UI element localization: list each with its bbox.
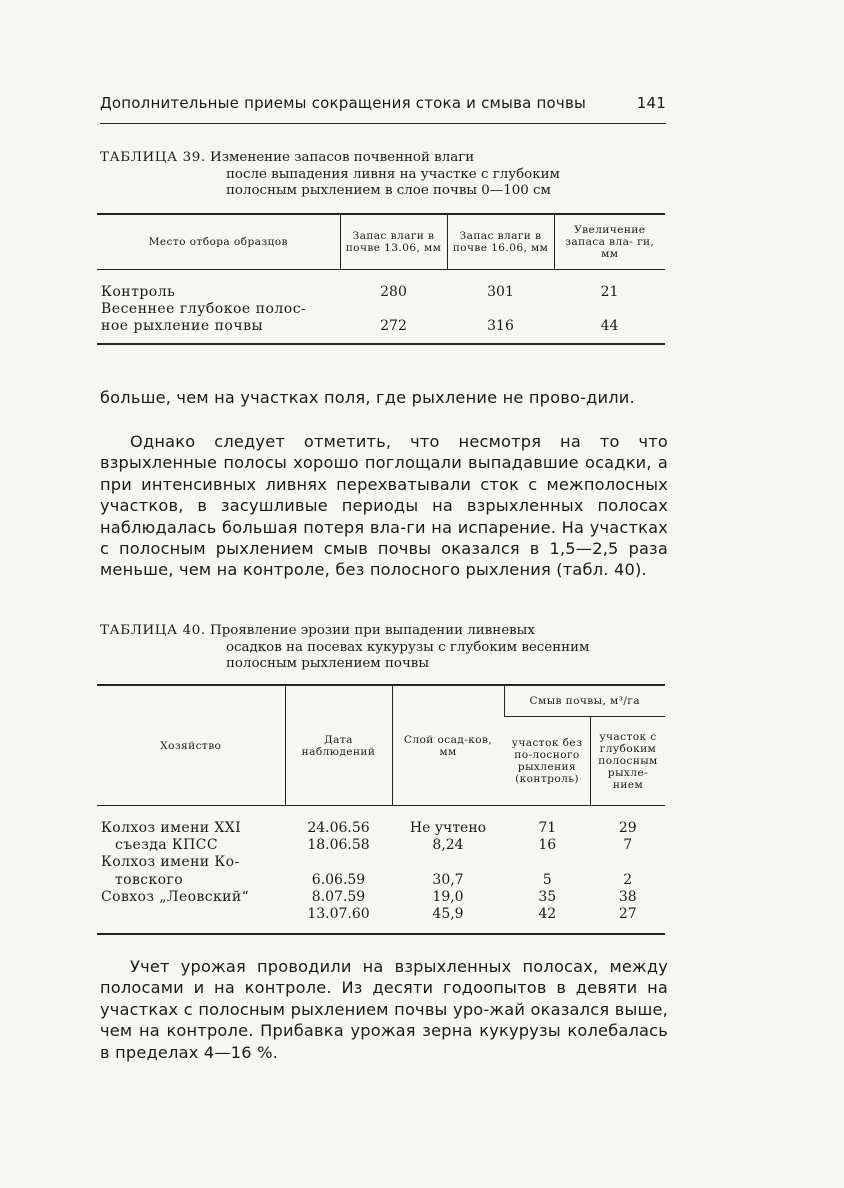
caption-line: после выпадения ливня на участке с глубоким: [226, 166, 560, 182]
header-cell-moisture-1606: Запас влаги в почве 16.06, мм: [447, 214, 554, 270]
header-cell-increase: Увеличение запаса вла- ги, мм: [554, 214, 665, 270]
control-value: 42: [538, 906, 557, 923]
header-cell-deep-loosening: участок с глубоким полосным рыхле-нием: [591, 717, 666, 806]
value-cell: 301: [487, 284, 514, 300]
value-cell: 316: [447, 301, 554, 344]
header-cell-precip: Слой осад-ков, мм: [392, 685, 504, 806]
table-40: [97, 684, 665, 935]
header-cell-farm: Хозяйство: [97, 685, 285, 806]
control-value: 35: [538, 888, 557, 905]
caption-line: полосным рыхлением в слое почвы 0—100 см: [226, 183, 551, 199]
paragraph: Учет урожая проводили на взрыхленных полосах, между полосами и на контроле. Из десяти годоопытов в девяти на участках с полосным рыхлением почвы уро-жай оказался выше, чем на контроле. Прибавка урожая зерна кукурузы колебалась в пределах 4—16 %.: [100, 957, 668, 1062]
value-cell: 21: [600, 284, 619, 300]
value-cell: 280: [380, 284, 407, 300]
header-cell-soil-loss: Смыв почвы, м³/га: [504, 685, 665, 717]
farm-line: [101, 906, 281, 923]
caption-line: полосным рыхлением почвы: [226, 656, 430, 672]
table-40-caption: [100, 623, 670, 673]
farm-line: товского: [115, 871, 184, 888]
value-cell: 272: [340, 301, 447, 344]
deep-value: 7: [623, 837, 633, 854]
farm-line: Совхоз „Леовский“: [101, 888, 250, 905]
control-value: 16: [538, 837, 557, 854]
precip-value: 30,7: [432, 871, 464, 888]
farm-line: Колхоз имени Ко-: [101, 854, 240, 871]
control-cell: [504, 806, 591, 935]
date-value: [289, 854, 388, 871]
table-39: [97, 213, 665, 345]
precip-value: 8,24: [432, 837, 464, 854]
date-value: 18.06.58: [307, 837, 370, 854]
farm-line: съезда КПСС: [115, 837, 218, 854]
table-row: [97, 806, 665, 935]
running-title: Дополнительные приемы сокращения стока и смыва почвы: [100, 94, 587, 112]
farm-cell: [97, 806, 285, 935]
table-row: [97, 301, 665, 344]
deep-cell: [591, 806, 666, 935]
paragraph: больше, чем на участках поля, где рыхление не прово-дили.: [100, 388, 635, 407]
date-cell: [285, 806, 392, 935]
precip-value: Не учтено: [409, 820, 487, 836]
page-number: 141: [636, 94, 666, 112]
table-39-label: ТАБЛИЦА 39.: [100, 150, 206, 165]
paragraph: Однако следует отметить, что несмотря на то что взрыхленные полосы хорошо поглощали выпадавшие осадки, а при интенсивных ливнях перехватывали сток с межполосных участков, в засушливые периоды на взрыхленных полосах наблюдалась большая потеря вла-ги на испарение. На участках с полосным рыхлением смыв почвы оказался в 1,5—2,5 раза меньше, чем на контроле, без полосного рыхления (табл. 40).: [100, 432, 668, 580]
farm-line-text: Колхоз имени XXI: [101, 820, 242, 836]
place-cell: Контроль: [101, 284, 176, 300]
control-value: 5: [542, 871, 552, 888]
caption-line: Изменение запасов почвенной влаги: [210, 150, 475, 165]
date-value: 6.06.59: [311, 871, 366, 888]
running-head: [100, 94, 666, 112]
control-value: [508, 854, 587, 871]
date-value: 24.06.56: [307, 820, 370, 836]
place-line: ное рыхление почвы: [101, 318, 264, 334]
header-rule: [100, 123, 666, 124]
date-value: 13.07.60: [307, 906, 370, 923]
deep-value: [595, 854, 662, 871]
deep-value: 27: [618, 906, 637, 923]
header-cell-place: Место отбора образцов: [97, 214, 340, 270]
deep-value: 2: [623, 871, 633, 888]
table-row: [97, 270, 665, 302]
caption-line: осадков на посевах кукурузы с глубоким весенним: [226, 639, 590, 655]
header-cell-date: Дата наблюдений: [285, 685, 392, 806]
control-value: 71: [538, 820, 557, 836]
table-39-caption: [100, 150, 670, 200]
farm-line: [101, 820, 281, 837]
deep-value: 38: [618, 888, 637, 905]
caption-line: Проявление эрозии при выпадении ливневых: [210, 623, 535, 638]
header-cell-moisture-1306: Запас влаги в почве 13.06, мм: [340, 214, 447, 270]
table-40-label: ТАБЛИЦА 40.: [100, 623, 206, 638]
precip-value: 19,0: [432, 888, 464, 905]
precip-value: [396, 854, 500, 871]
deep-value: 29: [618, 820, 637, 836]
precip-cell: [392, 806, 504, 935]
value-cell: 44: [554, 301, 665, 344]
place-cell: [97, 301, 340, 344]
date-value: 8.07.59: [311, 888, 366, 905]
place-line: Весеннее глубокое полос-: [101, 301, 307, 317]
header-cell-control: участок без по-лосного рыхления (контроль): [504, 717, 591, 806]
precip-value: 45,9: [432, 906, 464, 923]
